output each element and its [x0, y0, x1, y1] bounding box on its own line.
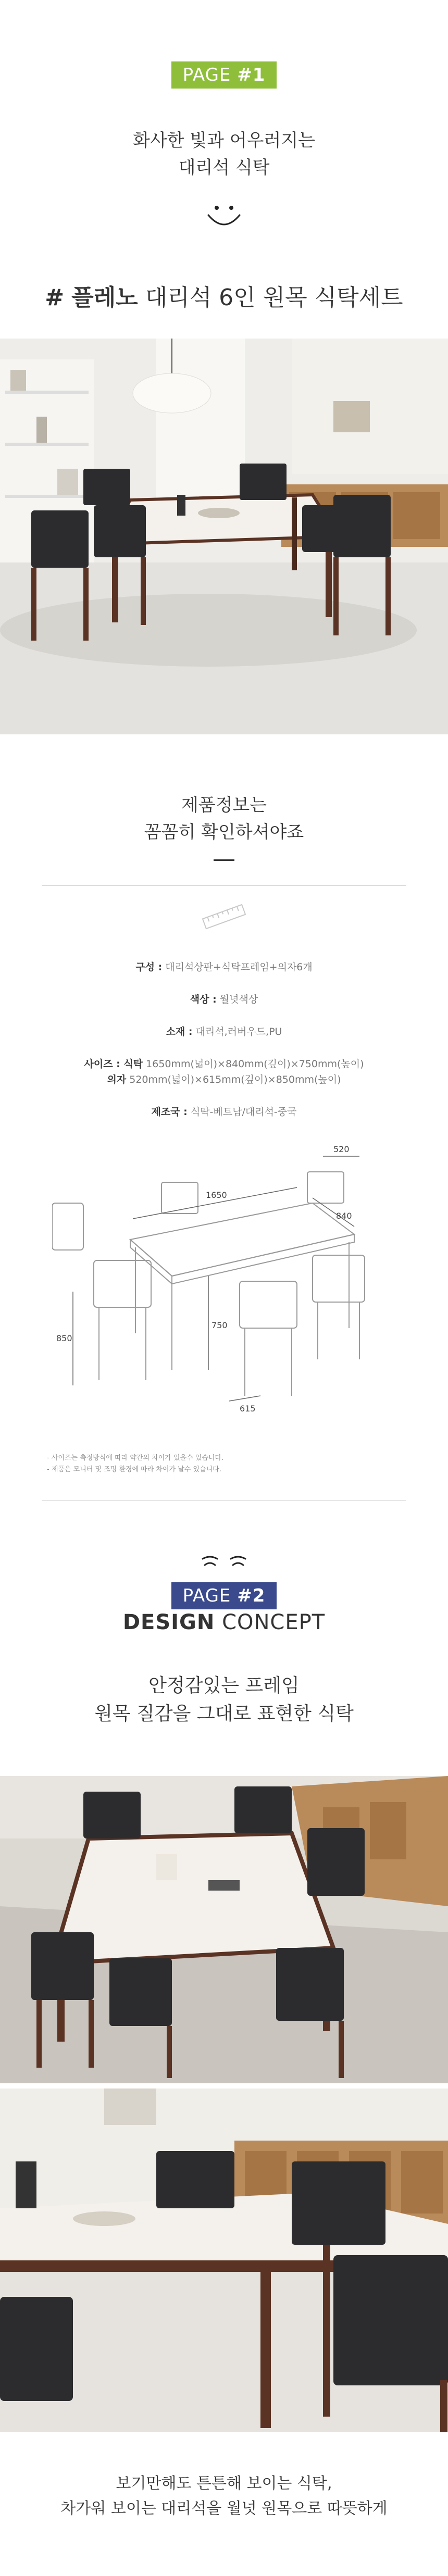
page2-headline-line1: 안정감있는 프레임	[148, 1675, 300, 1696]
spec-material: 소재 : 대리석,러버우드,PU	[166, 1026, 282, 1037]
title-brand: 플레노	[71, 284, 138, 311]
page1-headline	[0, 127, 448, 181]
dim-chair-depth: 615	[240, 1404, 256, 1414]
dim-chair-height: 850	[56, 1333, 72, 1343]
ruler-icon	[201, 904, 247, 930]
section-divider	[42, 885, 406, 886]
product-title	[0, 279, 448, 312]
spec-origin: 제조국 : 식탁-베트남/대리석-중국	[151, 1106, 297, 1118]
page2-badge-wrap	[0, 1582, 448, 1609]
concept-rest: CONCEPT	[222, 1610, 326, 1634]
page2-headline-line2: 원목 질감을 그대로 표현한 식탁	[94, 1703, 354, 1724]
dimension-diagram	[52, 1135, 396, 1427]
info-heading	[0, 792, 448, 846]
spec-color: 색상 : 월넛색상	[190, 994, 258, 1005]
hero-photo-dining-set	[0, 339, 448, 734]
title-hash: #	[45, 284, 65, 311]
design-concept-title	[0, 1610, 448, 1634]
dim-chair-width: 520	[333, 1144, 350, 1154]
page2-bottom-line1: 보기만해도 튼튼해 보이는 식탁,	[116, 2474, 332, 2493]
photo-chair-closeup	[0, 2089, 448, 2432]
page1-badge: PAGE #1	[171, 61, 277, 89]
page2-bottom-text	[0, 2471, 448, 2521]
smiley-icon	[204, 201, 244, 232]
note-color: - 제품은 모니터 및 조명 환경에 따라 차이가 날수 있습니다.	[47, 1466, 221, 1473]
page1-badge-wrap	[0, 61, 448, 89]
info-heading-line2: 꼼꼼히 확인하셔야죠	[144, 822, 304, 843]
spec-size-table: 사이즈 : 식탁 1650mm(넓이)×840mm(깊이)×750mm(높이)	[84, 1058, 364, 1070]
page1-headline-line1: 화사한 빛과 어우러지는	[132, 130, 316, 151]
page2-headline	[0, 1672, 448, 1728]
concept-bold: DESIGN	[122, 1610, 215, 1634]
page2-bottom-line2: 차가워 보이는 대리석을 월넛 원목으로 따뜻하게	[60, 2499, 388, 2518]
photo-table-overhead	[0, 1776, 448, 2083]
spec-composition: 구성 : 대리석상판+식탁프레임+의자6개	[135, 961, 313, 973]
spec-size-chair: 의자 520mm(넓이)×615mm(깊이)×850mm(높이)	[107, 1074, 341, 1085]
page2-badge: PAGE #2	[171, 1582, 277, 1609]
note-size: - 사이즈는 측정방식에 따라 약간의 차이가 있을수 있습니다.	[47, 1454, 224, 1462]
page1-headline-line2: 대리석 식탁	[178, 157, 270, 178]
info-heading-line1: 제품정보는	[181, 795, 267, 816]
dim-table-width: 1650	[206, 1190, 227, 1200]
eyes-icon	[201, 1555, 247, 1568]
title-rest: 대리석 6인 원목 식탁세트	[145, 284, 403, 311]
dim-table-height: 750	[211, 1320, 228, 1330]
heading-underline	[214, 859, 234, 861]
dim-table-depth: 840	[336, 1211, 352, 1221]
